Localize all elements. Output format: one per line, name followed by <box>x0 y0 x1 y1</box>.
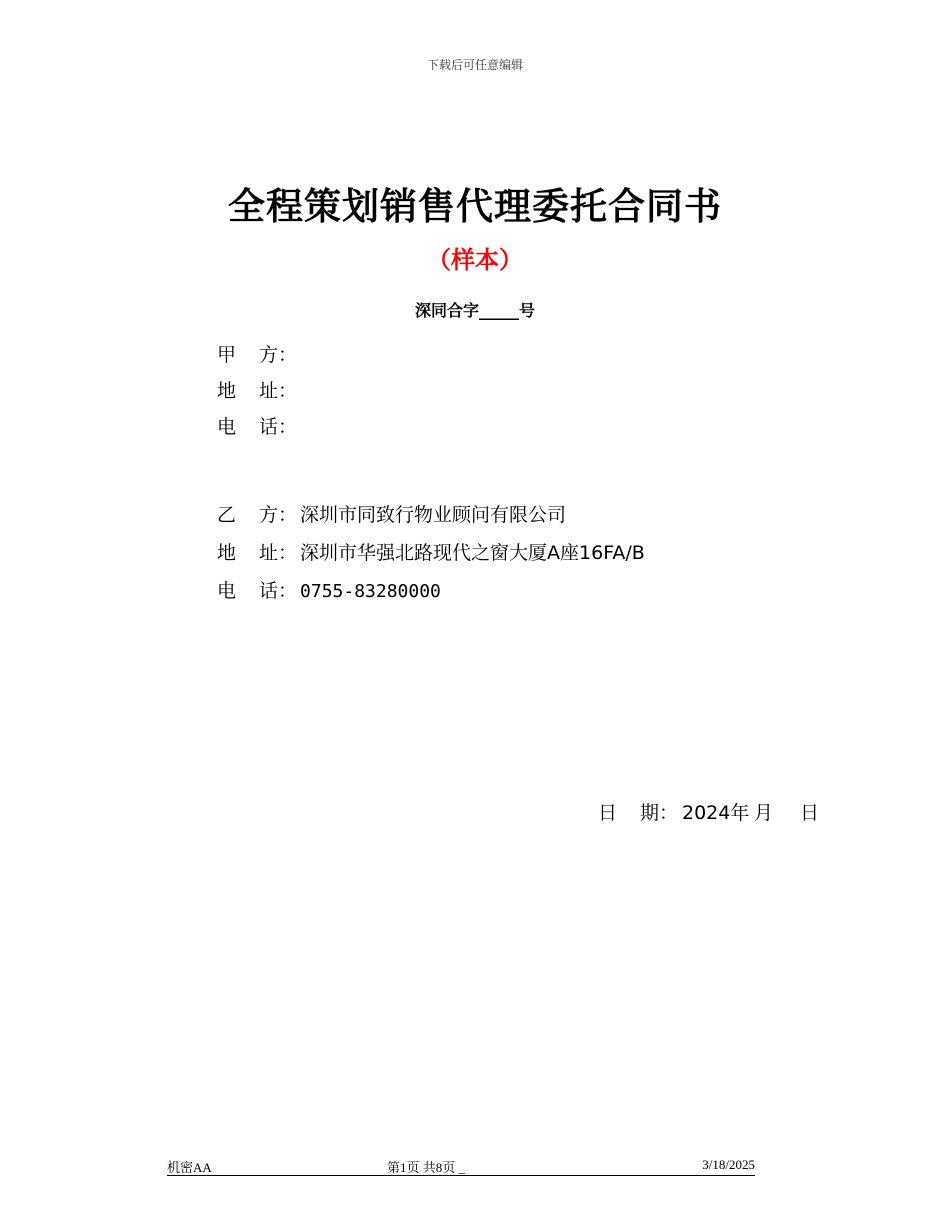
party-b-address-value: 深圳市华强北路现代之窗大厦A座16FA/B <box>300 542 645 564</box>
party-b-name-colon: ： <box>278 504 298 526</box>
party-b-phone-value: 0755-83280000 <box>300 581 441 602</box>
footer-page-number: 第1页 共8页 _ <box>387 1160 466 1175</box>
party-a-name-label-2: 方 <box>259 344 279 366</box>
party-a-phone-colon: ： <box>278 416 298 438</box>
party-a-block <box>217 340 300 448</box>
party-a-phone-row <box>217 412 300 448</box>
date-label-1: 日 <box>598 802 618 824</box>
page-footer <box>167 1157 755 1176</box>
contract-number: 深同合字_____号 <box>414 301 535 320</box>
party-a-name-row <box>217 340 300 376</box>
party-a-name-label-1: 甲 <box>217 344 237 366</box>
party-b-address-row <box>217 538 645 576</box>
party-b-address-label-1: 地 <box>217 542 237 564</box>
party-b-address-colon: ： <box>278 542 298 564</box>
party-a-address-label-1: 地 <box>217 380 237 402</box>
signing-date <box>598 798 819 825</box>
document-title: 全程策划销售代理委托合同书 <box>228 185 722 228</box>
party-a-phone-label-2: 话 <box>259 416 279 438</box>
party-b-name-row <box>217 500 645 538</box>
date-year: 2024年 <box>682 802 750 824</box>
footer-date: 3/18/2025 <box>702 1157 755 1172</box>
footer-confidential: 机密AA <box>167 1160 212 1175</box>
party-a-phone-label-1: 电 <box>217 416 237 438</box>
party-a-address-label-2: 址 <box>259 380 279 402</box>
party-b-name-label-1: 乙 <box>217 504 237 526</box>
party-b-block <box>217 500 645 614</box>
header-note: 下载后可任意编辑 <box>426 58 523 72</box>
party-b-phone-label-1: 电 <box>217 580 237 602</box>
date-day: 日 <box>800 802 820 824</box>
date-month: 月 <box>754 802 774 824</box>
party-a-address-colon: ： <box>278 380 298 402</box>
party-b-name-value: 深圳市同致行物业顾问有限公司 <box>300 504 567 526</box>
party-a-name-colon: ： <box>278 344 298 366</box>
party-b-phone-label-2: 话 <box>259 580 279 602</box>
party-b-phone-row <box>217 576 645 614</box>
party-a-address-row <box>217 376 300 412</box>
document-subtitle: （样本） <box>427 246 523 274</box>
party-b-name-label-2: 方 <box>259 504 279 526</box>
party-b-address-label-2: 址 <box>259 542 279 564</box>
date-label-2: 期： <box>640 802 679 824</box>
party-b-phone-colon: ： <box>278 580 298 602</box>
